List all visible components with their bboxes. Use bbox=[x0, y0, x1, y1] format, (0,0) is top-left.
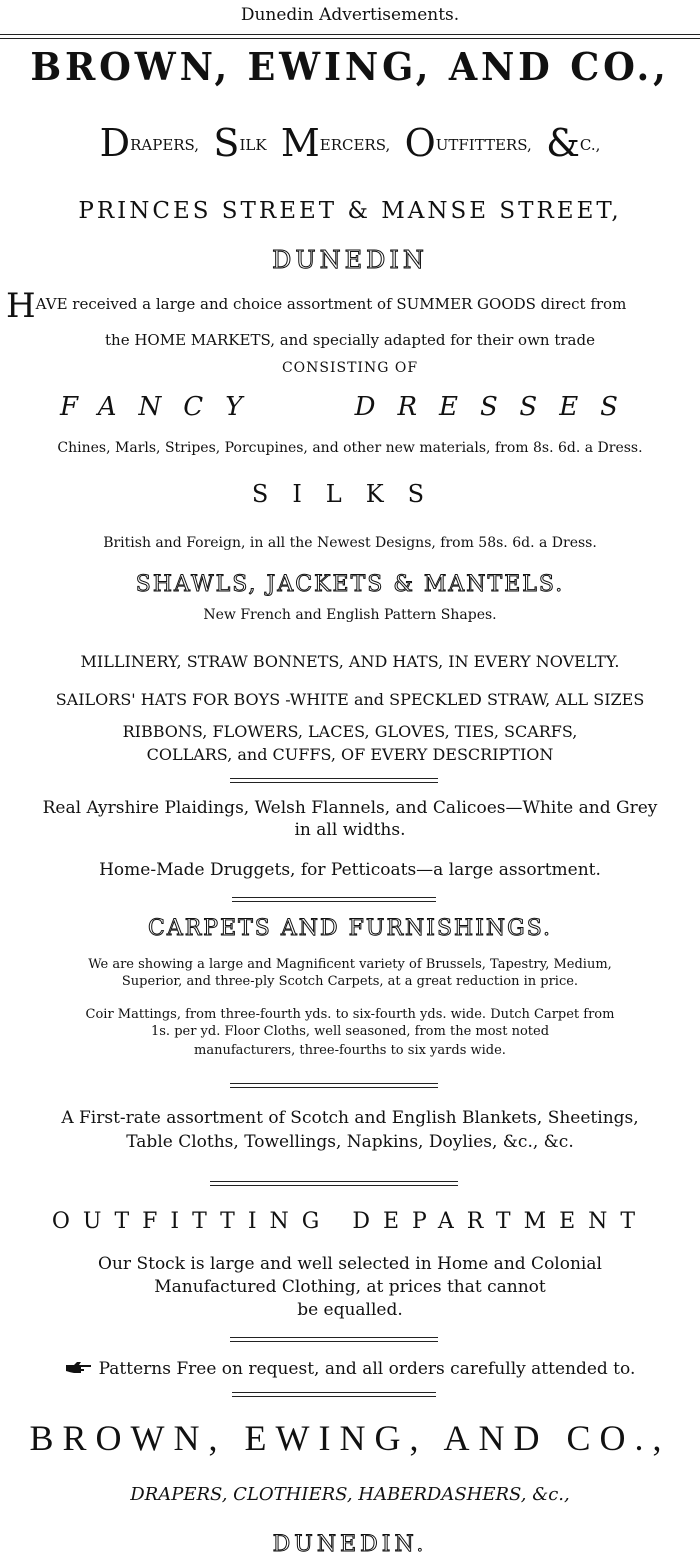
address-city: DUNEDIN bbox=[272, 246, 428, 274]
plaidings-line-3: Home-Made Druggets, for Petticoats—a large assortment. bbox=[99, 860, 601, 880]
plaidings-line-2: in all widths. bbox=[294, 820, 406, 840]
silks-description: British and Foreign, in all the Newest Designs, from 58s. 6d. a Dress. bbox=[103, 535, 597, 551]
outfitting-heading: OUTFITTING DEPARTMENT bbox=[51, 1209, 649, 1234]
header-rule-2 bbox=[0, 38, 700, 39]
trades-line bbox=[0, 121, 700, 165]
pointing-hand-icon bbox=[65, 1361, 93, 1375]
carpets-paragraph-2-line-3: manufacturers, three-fourths to six yards wide. bbox=[194, 1043, 506, 1058]
shawls-heading: SHAWLS, JACKETS & MANTELS. bbox=[135, 572, 565, 597]
section-divider bbox=[230, 1337, 438, 1342]
silks-heading: SILKS bbox=[251, 480, 449, 508]
millinery-line-1: MILLINERY, STRAW BONNETS, AND HATS, IN EVERY NOVELTY. bbox=[80, 652, 620, 671]
intro-line-2: the HOME MARKETS, and specially adapted for their own trade bbox=[105, 331, 595, 349]
trade-outfitters: OUTFITTERS, bbox=[404, 121, 532, 165]
trade-silk: SILK bbox=[213, 121, 267, 165]
intro-line-3: CONSISTING OF bbox=[281, 360, 419, 376]
millinery-line-3: RIBBONS, FLOWERS, LACES, GLOVES, TIES, SCARFS, bbox=[122, 722, 578, 741]
footer-firm-name: BROWN, EWING, AND CO., bbox=[29, 1418, 671, 1458]
section-divider bbox=[232, 1392, 436, 1397]
section-divider bbox=[230, 778, 438, 783]
millinery-line-4: COLLARS, and CUFFS, OF EVERY DESCRIPTION bbox=[146, 745, 554, 764]
carpets-paragraph-1-line-2: Superior, and three-ply Scotch Carpets, at a great reduction in price. bbox=[121, 974, 579, 989]
page-header-title: Dunedin Advertisements. bbox=[240, 5, 460, 25]
carpets-paragraph-2-line-2: 1s. per yd. Floor Cloths, well seasoned, from the most noted bbox=[150, 1024, 550, 1039]
footer-city: DUNEDIN. bbox=[272, 1532, 428, 1557]
footer-trades: DRAPERS, CLOTHIERS, HABERDASHERS, &c., bbox=[130, 1484, 570, 1505]
section-divider bbox=[230, 1083, 438, 1088]
address-streets: PRINCES STREET & MANSE STREET, bbox=[78, 198, 622, 224]
section-divider bbox=[232, 897, 436, 902]
plaidings-line-1: Real Ayrshire Plaidings, Welsh Flannels, and Calicoes—White and Grey bbox=[42, 798, 658, 818]
header-rule bbox=[0, 34, 700, 35]
outfitting-line-3: be equalled. bbox=[297, 1300, 403, 1320]
outfitting-line-1: Our Stock is large and well selected in Home and Colonial bbox=[98, 1254, 602, 1274]
fancy-dresses-description: Chines, Marls, Stripes, Porcupines, and other new materials, from 8s. 6d. a Dress. bbox=[57, 440, 643, 456]
fancy-dresses-heading: FANCY DRESSES bbox=[60, 392, 640, 422]
trade-mercers: MERCERS, bbox=[280, 121, 391, 165]
shawls-description: New French and English Pattern Shapes. bbox=[203, 607, 497, 623]
outfitting-line-2: Manufactured Clothing, at prices that cannot bbox=[154, 1277, 546, 1297]
masthead-firm-name: BROWN, EWING, AND CO., bbox=[30, 44, 670, 89]
trade-drapers: DRAPERS, bbox=[99, 121, 200, 165]
section-divider bbox=[210, 1181, 458, 1186]
trade-etc: &C., bbox=[546, 121, 601, 165]
patterns-note: Patterns Free on request, and all orders carefully attended to. bbox=[0, 1359, 700, 1379]
millinery-line-2: SAILORS' HATS FOR BOYS -WHITE and SPECKLED STRAW, ALL SIZES bbox=[55, 690, 645, 709]
intro-line-1: HAVE received a large and choice assortment of SUMMER GOODS direct from bbox=[6, 286, 627, 326]
carpets-paragraph-2-line-1: Coir Mattings, from three-fourth yds. to six-fourth yds. wide. Dutch Carpet from bbox=[85, 1007, 615, 1022]
carpets-paragraph-1-line-1: We are showing a large and Magnificent variety of Brussels, Tapestry, Medium, bbox=[88, 957, 612, 972]
blankets-line-2: Table Cloths, Towellings, Napkins, Doylies, &c., &c. bbox=[126, 1132, 574, 1152]
intro-drop-initial: H bbox=[6, 286, 36, 326]
blankets-line-1: A First-rate assortment of Scotch and English Blankets, Sheetings, bbox=[61, 1108, 639, 1128]
carpets-heading: CARPETS AND FURNISHINGS. bbox=[147, 916, 553, 941]
